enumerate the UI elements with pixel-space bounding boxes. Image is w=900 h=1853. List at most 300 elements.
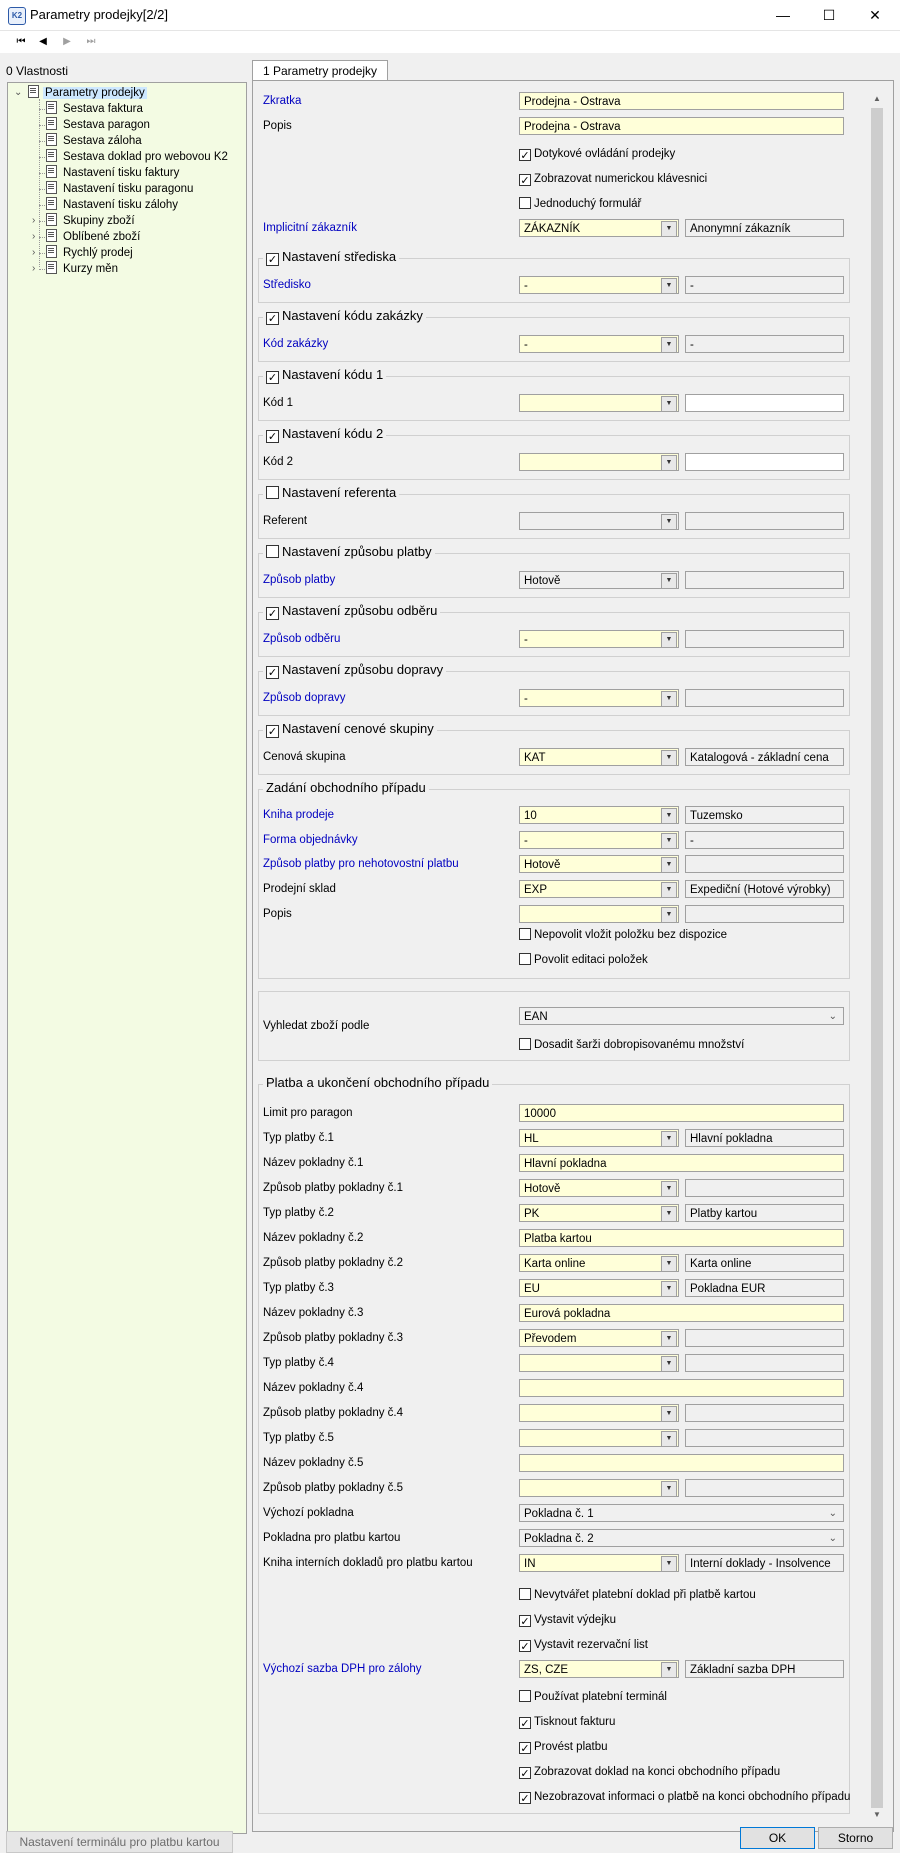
storno-button[interactable]: Storno [818, 1827, 893, 1849]
document-icon [28, 85, 39, 98]
dropdown-arrow-icon[interactable]: ▼ [661, 1131, 677, 1147]
group-title-text: Nastavení cenové skupiny [282, 721, 434, 736]
window-title: Parametry prodejky[2/2] [30, 7, 169, 22]
dropdown-arrow-icon[interactable]: ▼ [661, 278, 677, 294]
group-referent-title[interactable] [263, 485, 399, 500]
form-panel [252, 80, 894, 1832]
field-label: Středisko [263, 279, 311, 291]
field-label: Kód zakázky [263, 338, 329, 350]
checkbox-label: Vystavit rezervační list [534, 1639, 648, 1651]
dropdown-arrow-icon[interactable]: ▼ [661, 1662, 677, 1678]
document-icon [46, 197, 57, 210]
doprava-desc[interactable] [685, 689, 844, 707]
tree-item-label: Nastavení tisku zálohy [63, 199, 179, 211]
typ1-combo[interactable] [519, 1129, 679, 1147]
field-label: Implicitní zákazník [263, 222, 357, 234]
document-icon [46, 133, 57, 146]
zpusob-platby-combo-value: Hotově [524, 575, 561, 587]
popis-input[interactable]: Prodejna - Ostrava [519, 117, 844, 135]
nepovolit-checkbox[interactable] [519, 927, 727, 943]
tree-item[interactable] [46, 197, 180, 213]
field-label: Název pokladny č.1 [263, 1157, 364, 1169]
tree-item-label: Oblíbené zboží [63, 231, 141, 243]
typ1-combo-value: HL [524, 1133, 539, 1145]
next-record-icon[interactable]: ▶ [63, 36, 71, 47]
checkbox-label: Dotykové ovládání prodejky [534, 148, 676, 160]
dropdown-arrow-icon[interactable]: ▼ [661, 857, 677, 873]
group-title-text: Nastavení referenta [282, 485, 397, 500]
group-title-text: Nastavení kódu 1 [282, 367, 384, 382]
checkbox-label: Nevytvářet platební doklad při platbě kartou [534, 1589, 756, 1601]
field-label: Název pokladny č.5 [263, 1457, 364, 1469]
checkbox-icon[interactable]: ✓ [520, 1641, 530, 1653]
nazev4-input[interactable] [519, 1379, 844, 1397]
typ5-desc[interactable] [685, 1429, 844, 1447]
dropdown-arrow-icon[interactable]: ▼ [661, 337, 677, 353]
field-label: Kniha interních dokladů pro platbu kartou [263, 1557, 473, 1569]
field-label: Typ platby č.1 [263, 1132, 334, 1144]
checkbox-label: Používat platební terminál [534, 1691, 667, 1703]
tree-item-label: Sestava paragon [63, 119, 150, 131]
tree-connector [39, 173, 45, 174]
checkbox-icon[interactable] [519, 1038, 531, 1050]
zp1-combo-value: Hotově [524, 1183, 561, 1195]
document-icon [46, 101, 57, 114]
field-label: Způsob dopravy [263, 692, 346, 704]
karta-pokladna-combo-value: Pokladna č. 2 [524, 1533, 594, 1545]
sklad-combo-value: EXP [524, 884, 548, 896]
checkbox-icon[interactable]: ✓ [267, 313, 278, 325]
checkbox-icon[interactable] [519, 928, 531, 940]
vychozi-pokladna-combo[interactable] [519, 1504, 844, 1522]
dph-combo-value: ZS, CZE [524, 1664, 569, 1676]
tree-item-label: Kurzy měn [63, 263, 118, 275]
zakazka-combo[interactable] [519, 335, 679, 353]
kod1-combo[interactable] [519, 394, 679, 412]
checkbox-icon[interactable]: ✓ [267, 431, 278, 443]
checkbox-icon[interactable] [266, 545, 279, 558]
nazev2-input[interactable]: Platba kartou [519, 1229, 844, 1247]
typ5-combo[interactable] [519, 1429, 679, 1447]
tree-item-label: Nastavení tisku paragonu [63, 183, 194, 195]
tree-connector [39, 189, 45, 190]
implicitni-zakaznik-desc[interactable]: Anonymní zákazník [685, 219, 844, 237]
field-label: Forma objednávky [263, 834, 358, 846]
zakazka-desc[interactable]: - [685, 335, 844, 353]
dropdown-arrow-icon[interactable]: ▼ [661, 1281, 677, 1297]
field-label: Způsob platby pokladny č.5 [263, 1482, 404, 1494]
dropdown-arrow-icon[interactable]: ▼ [661, 1406, 677, 1422]
document-icon [46, 181, 57, 194]
checkbox-label: Zobrazovat numerickou klávesnici [534, 173, 708, 185]
odber-combo-value: - [524, 634, 528, 646]
zpusob-platby-desc[interactable] [685, 571, 844, 589]
dropdown-arrow-icon[interactable]: ▼ [661, 833, 677, 849]
document-icon [46, 149, 57, 162]
checkbox-icon[interactable]: ✓ [520, 175, 530, 187]
kod1-desc[interactable] [685, 394, 844, 412]
field-label: Způsob platby [263, 574, 336, 586]
zp2-desc[interactable]: Karta online [685, 1254, 844, 1272]
minimize-button[interactable]: — [776, 7, 790, 23]
doprava-combo[interactable] [519, 689, 679, 707]
field-label: Popis [263, 908, 292, 920]
field-label: Typ platby č.4 [263, 1357, 334, 1369]
checkbox-icon[interactable]: ✓ [267, 254, 278, 266]
dropdown-arrow-icon[interactable]: ▼ [661, 907, 677, 923]
group-title-text: Nastavení způsobu dopravy [282, 662, 444, 677]
navigation-toolbar [0, 31, 900, 53]
field-label: Prodejní sklad [263, 883, 336, 895]
sklad-combo[interactable] [519, 880, 679, 898]
numericka-checkbox[interactable] [519, 171, 707, 187]
document-icon [46, 245, 57, 258]
checkbox-icon[interactable]: ✓ [267, 726, 278, 738]
dropdown-arrow-icon[interactable]: ▼ [661, 808, 677, 824]
zp2-combo[interactable] [519, 1254, 679, 1272]
checkbox-icon[interactable]: ✓ [520, 1616, 530, 1628]
interni-desc[interactable]: Interní doklady - Insolvence [685, 1554, 844, 1572]
close-button[interactable]: ✕ [869, 7, 881, 23]
nazev5-input[interactable] [519, 1454, 844, 1472]
dropdown-arrow-icon[interactable]: ▼ [661, 1331, 677, 1347]
expand-icon[interactable]: › [32, 215, 36, 226]
scroll-up-icon[interactable]: ▲ [873, 94, 881, 103]
checkbox-icon[interactable]: ✓ [520, 1743, 530, 1755]
field-label: Způsob platby pokladny č.2 [263, 1257, 404, 1269]
tree-item-label: Rychlý prodej [63, 247, 133, 259]
cenova-combo[interactable] [519, 748, 679, 766]
tree-item[interactable] [46, 117, 152, 133]
stredisko-combo-value: - [524, 280, 528, 292]
field-label: Výchozí pokladna [263, 1507, 354, 1519]
referent-combo[interactable] [519, 512, 679, 530]
dropdown-arrow-icon[interactable]: ▼ [661, 882, 677, 898]
checkbox-icon[interactable] [519, 197, 531, 209]
checkbox-icon[interactable] [519, 1690, 531, 1702]
vydejka-checkbox[interactable] [519, 1612, 616, 1628]
sklad-desc[interactable]: Expediční (Hotové výrobky) [685, 880, 844, 898]
group-title-text: Platba a ukončení obchodního případu [266, 1075, 490, 1090]
field-label: Způsob platby pro nehotovostní platbu [263, 858, 459, 870]
jednoduchy-checkbox[interactable] [519, 196, 641, 212]
kniha-combo[interactable] [519, 806, 679, 824]
tree-item-label: Nastavení tisku faktury [63, 167, 180, 179]
implicitni-zakaznik-combo[interactable] [519, 219, 679, 237]
field-label: Popis [263, 120, 292, 132]
tisknout-checkbox[interactable] [519, 1714, 615, 1730]
document-icon [46, 117, 57, 130]
tree-connector [39, 109, 45, 110]
dph-combo[interactable] [519, 1660, 679, 1678]
chevron-down-icon[interactable]: ⌄ [828, 1533, 837, 1544]
dropdown-arrow-icon[interactable]: ▼ [661, 1256, 677, 1272]
checkbox-label: Vystavit výdejku [534, 1614, 617, 1626]
dropdown-arrow-icon[interactable]: ▼ [661, 1356, 677, 1372]
forma-combo[interactable] [519, 831, 679, 849]
zpusob-platby-combo[interactable] [519, 571, 679, 589]
field-label: Limit pro paragon [263, 1107, 353, 1119]
checkbox-icon[interactable]: ✓ [520, 1768, 530, 1780]
dph-desc[interactable]: Základní sazba DPH [685, 1660, 844, 1678]
vyhledat-combo-value: EAN [524, 1011, 548, 1023]
tree-item[interactable] [46, 165, 181, 181]
field-label: Název pokladny č.2 [263, 1232, 364, 1244]
group-zakazka-title[interactable] [263, 308, 426, 325]
document-icon [46, 261, 57, 274]
tree-connector [39, 141, 45, 142]
implicitni-zakaznik-combo-value: ZÁKAZNÍK [524, 223, 581, 235]
checkbox-label: Dosadit šarži dobropisovanému množství [534, 1039, 745, 1051]
tab-vlastnosti[interactable]: 0 Vlastnosti [6, 64, 69, 78]
zp4-desc[interactable] [685, 1404, 844, 1422]
collapse-icon[interactable]: ⌄ [14, 87, 23, 98]
field-label: Způsob odběru [263, 633, 341, 645]
dotykove-checkbox[interactable] [519, 146, 675, 162]
typ4-desc[interactable] [685, 1354, 844, 1372]
terminal-checkbox[interactable] [519, 1689, 667, 1705]
field-label: Vyhledat zboží podle [263, 1020, 370, 1032]
document-icon [46, 229, 57, 242]
terminal-settings-button[interactable]: Nastavení terminálu pro platbu kartou [6, 1831, 233, 1853]
app-icon: K2 [8, 7, 26, 25]
referent-desc[interactable] [685, 512, 844, 530]
kniha-desc[interactable]: Tuzemsko [685, 806, 844, 824]
field-label: Typ platby č.2 [263, 1207, 334, 1219]
field-label: Název pokladny č.3 [263, 1307, 364, 1319]
nehotov-desc[interactable] [685, 855, 844, 873]
nehotov-combo-value: Hotově [524, 859, 561, 871]
checkbox-icon[interactable]: ✓ [267, 667, 278, 679]
field-label: Referent [263, 515, 308, 527]
field-label: Zkratka [263, 95, 302, 107]
nazev1-input[interactable]: Hlavní pokladna [519, 1154, 844, 1172]
maximize-button[interactable]: ☐ [822, 7, 836, 23]
tree-connector [39, 253, 45, 254]
checkbox-icon[interactable]: ✓ [267, 608, 278, 620]
dropdown-arrow-icon[interactable]: ▼ [661, 455, 677, 471]
tab-parametry-prodejky[interactable]: 1 Parametry prodejky [252, 60, 388, 81]
group-stredisko-title[interactable] [263, 249, 399, 266]
field-label: Způsob platby pokladny č.3 [263, 1332, 404, 1344]
dropdown-arrow-icon[interactable]: ▼ [661, 1181, 677, 1197]
checkbox-icon[interactable] [266, 486, 279, 499]
dropdown-arrow-icon[interactable]: ▼ [661, 632, 677, 648]
group-title-text: Nastavení střediska [282, 249, 397, 264]
stredisko-combo[interactable] [519, 276, 679, 294]
karta-pokladna-combo[interactable] [519, 1529, 844, 1547]
dropdown-arrow-icon[interactable]: ▼ [661, 691, 677, 707]
tree-item[interactable] [32, 245, 135, 261]
group-cenova-title[interactable] [263, 721, 437, 738]
forma-desc[interactable]: - [685, 831, 844, 849]
odber-combo[interactable] [519, 630, 679, 648]
dropdown-arrow-icon[interactable]: ▼ [661, 1431, 677, 1447]
tree-connector [39, 237, 45, 238]
zp3-desc[interactable] [685, 1329, 844, 1347]
scroll-thumb[interactable] [871, 108, 883, 1808]
popis2-desc[interactable] [685, 905, 844, 923]
tree-item[interactable] [32, 261, 120, 277]
tree-item[interactable] [32, 229, 142, 245]
field-label: Typ platby č.3 [263, 1282, 334, 1294]
document-icon [46, 213, 57, 226]
nezobrazovat-checkbox[interactable] [519, 1789, 850, 1805]
checkbox-label: Tisknout fakturu [534, 1716, 616, 1728]
field-label: Kód 2 [263, 456, 294, 468]
tree-item-label: Sestava faktura [63, 103, 143, 115]
typ3-desc[interactable]: Pokladna EUR [685, 1279, 844, 1297]
zp3-combo-value: Převodem [524, 1333, 577, 1345]
nevytvaret-checkbox[interactable] [519, 1587, 756, 1603]
zp1-desc[interactable] [685, 1179, 844, 1197]
dosadit-checkbox[interactable] [519, 1037, 744, 1053]
zp5-desc[interactable] [685, 1479, 844, 1497]
checkbox-label: Povolit editaci položek [534, 954, 648, 966]
field-label: Způsob platby pokladny č.1 [263, 1182, 404, 1194]
group-odber-title[interactable] [263, 603, 440, 620]
checkbox-icon[interactable] [519, 953, 531, 965]
zp3-combo[interactable] [519, 1329, 679, 1347]
dropdown-arrow-icon[interactable]: ▼ [661, 1481, 677, 1497]
stredisko-desc[interactable]: - [685, 276, 844, 294]
nazev3-input[interactable]: Eurová pokladna [519, 1304, 844, 1322]
dropdown-arrow-icon[interactable]: ▼ [661, 514, 677, 530]
zp1-combo[interactable] [519, 1179, 679, 1197]
field-label: Typ platby č.5 [263, 1432, 334, 1444]
group-title-text: Nastavení způsobu odběru [282, 603, 438, 618]
vychozi-pokladna-combo-value: Pokladna č. 1 [524, 1508, 594, 1520]
checkbox-label: Zobrazovat doklad na konci obchodního případu [534, 1766, 781, 1778]
nehotov-combo[interactable] [519, 855, 679, 873]
checkbox-label: Nepovolit vložit položku bez dispozice [534, 929, 728, 941]
expand-icon[interactable]: › [32, 231, 36, 242]
checkbox-label: Nezobrazovat informaci o platbě na konci obchodního případu [534, 1791, 851, 1803]
previous-record-icon[interactable]: ◀ [39, 36, 47, 47]
typ2-combo[interactable] [519, 1204, 679, 1222]
checkbox-icon[interactable]: ✓ [267, 372, 278, 384]
scroll-down-icon[interactable]: ▼ [873, 1810, 881, 1819]
dropdown-arrow-icon[interactable]: ▼ [661, 1556, 677, 1572]
group-kod2-title[interactable] [263, 426, 386, 443]
zp4-combo[interactable] [519, 1404, 679, 1422]
typ2-combo-value: PK [524, 1208, 540, 1220]
checkbox-icon[interactable]: ✓ [520, 150, 530, 162]
zp5-combo[interactable] [519, 1479, 679, 1497]
tree-connector [39, 157, 45, 158]
field-label: Pokladna pro platbu kartou [263, 1532, 401, 1544]
zp2-combo-value: Karta online [524, 1258, 586, 1270]
chevron-down-icon[interactable]: ⌄ [828, 1508, 837, 1519]
tree-item-label: Sestava doklad pro webovou K2 [63, 151, 228, 163]
tree-connector [39, 125, 45, 126]
provest-checkbox[interactable] [519, 1739, 608, 1755]
dropdown-arrow-icon[interactable]: ▼ [661, 396, 677, 412]
typ4-combo[interactable] [519, 1354, 679, 1372]
popis2-combo[interactable] [519, 905, 679, 923]
forma-combo-value: - [524, 835, 528, 847]
chevron-down-icon[interactable]: ⌄ [828, 1011, 837, 1022]
typ1-desc[interactable]: Hlavní pokladna [685, 1129, 844, 1147]
zkratka-input[interactable]: Prodejna - Ostrava [519, 92, 844, 110]
typ2-desc[interactable]: Platby kartou [685, 1204, 844, 1222]
field-label: Výchozí sazba DPH pro zálohy [263, 1663, 422, 1675]
expand-icon[interactable]: › [32, 247, 36, 258]
dropdown-arrow-icon[interactable]: ▼ [661, 1206, 677, 1222]
field-label: Kniha prodeje [263, 809, 334, 821]
group-platba-title [263, 1075, 492, 1090]
tree-item-label: Skupiny zboží [63, 215, 135, 227]
field-label: Název pokladny č.4 [263, 1382, 364, 1394]
group-title-text: Nastavení kódu 2 [282, 426, 384, 441]
tree-item[interactable] [46, 149, 230, 165]
dropdown-arrow-icon[interactable]: ▼ [661, 221, 677, 237]
interni-combo[interactable] [519, 1554, 679, 1572]
povolit-checkbox[interactable] [519, 952, 648, 968]
field-label: Kód 1 [263, 397, 294, 409]
document-icon [46, 165, 57, 178]
rezervacni-checkbox[interactable] [519, 1637, 648, 1653]
ok-button[interactable]: OK [740, 1827, 815, 1849]
group-zpusob-platby-title[interactable] [263, 544, 435, 559]
tree-connector [39, 205, 45, 206]
typ3-combo[interactable] [519, 1279, 679, 1297]
properties-tree [7, 82, 247, 1834]
doprava-combo-value: - [524, 693, 528, 705]
checkbox-icon[interactable]: ✓ [520, 1793, 530, 1805]
group-kod1-title[interactable] [263, 367, 386, 384]
tree-item[interactable] [46, 181, 195, 197]
group-title-text: Zadání obchodního případu [266, 780, 426, 795]
tree-item[interactable] [46, 101, 145, 117]
kod2-desc[interactable] [685, 453, 844, 471]
interni-combo-value: IN [524, 1558, 536, 1570]
tree-item[interactable] [14, 85, 147, 101]
group-obchodni-pripad-title [263, 780, 429, 795]
cenova-desc[interactable]: Katalogová - základní cena [685, 748, 844, 766]
group-title-text: Nastavení kódu zakázky [282, 308, 423, 323]
zobrazovat-checkbox[interactable] [519, 1764, 780, 1780]
tree-connector [39, 269, 45, 270]
field-label: Způsob platby pokladny č.4 [263, 1407, 404, 1419]
group-title-text: Nastavení způsobu platby [282, 544, 432, 559]
last-record-icon[interactable]: ⏭ [86, 36, 96, 47]
expand-icon[interactable]: › [32, 263, 36, 274]
odber-desc[interactable] [685, 630, 844, 648]
group-doprava-title[interactable] [263, 662, 446, 679]
checkbox-icon[interactable] [519, 1588, 531, 1600]
typ3-combo-value: EU [524, 1283, 540, 1295]
tree-item[interactable] [32, 213, 137, 229]
cenova-combo-value: KAT [524, 752, 546, 764]
checkbox-label: Jednoduchý formulář [534, 198, 642, 210]
limit-input[interactable]: 10000 [519, 1104, 844, 1122]
tree-connector [39, 221, 45, 222]
field-label: Cenová skupina [263, 751, 346, 763]
kniha-combo-value: 10 [524, 810, 537, 822]
vyhledat-combo[interactable] [519, 1007, 844, 1025]
dropdown-arrow-icon[interactable]: ▼ [661, 750, 677, 766]
checkbox-icon[interactable]: ✓ [520, 1718, 530, 1730]
kod2-combo[interactable] [519, 453, 679, 471]
title-bar [0, 0, 900, 31]
tree-item[interactable] [46, 133, 144, 149]
first-record-icon[interactable]: ⏮ [16, 36, 26, 47]
checkbox-label: Provést platbu [534, 1741, 608, 1753]
dropdown-arrow-icon[interactable]: ▼ [661, 573, 677, 589]
tree-item-label: Sestava záloha [63, 135, 142, 147]
tree-item-label: Parametry prodejky [45, 87, 145, 99]
